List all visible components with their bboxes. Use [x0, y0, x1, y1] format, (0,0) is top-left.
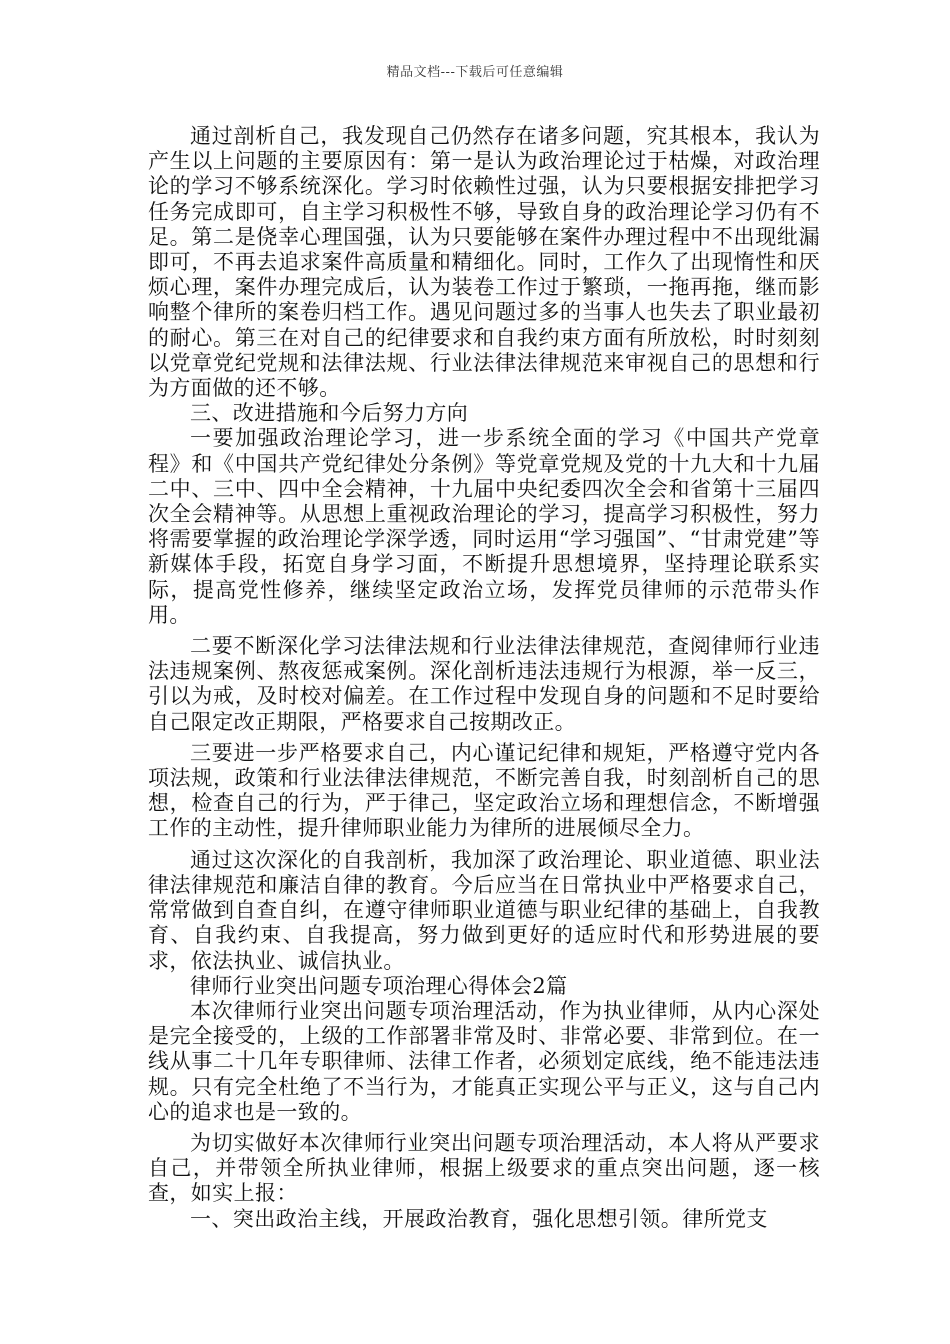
paragraph-intro: 本次律师行业突出问题专项治理活动，作为执业律师，从内心深处是完全接受的，上级的工作部署非常及时、非常必要、非常到位。在一线从事二十几年专职律师、法律工作者，必须划定底线，绝不能违法违规。只有完全杜绝了不当行为，才能真正实现公平与正义，这与自己内心的追求也是一致的。 — [148, 998, 820, 1124]
paragraph-point-one: 一、突出政治主线，开展政治教育，强化思想引领。律所党支 — [190, 1206, 768, 1231]
paragraph-commitment: 为切实做好本次律师行业突出问题专项治理活动，本人将从严要求自己，并带领全所执业律师，根据上级要求的重点突出问题，逐一核查，如实上报： — [148, 1130, 820, 1206]
paragraph-measure-two: 二要不断深化学习法律法规和行业法律法律规范，查阅律师行业违法违规案例、熬夜惩戒案例。深化剖析违法违规行为根源，举一反三，引以为戒，及时校对偏差。在工作过程中发现自身的问题和不足时要给自己限定改正期限，严格要求自己按期改正。 — [148, 634, 820, 734]
paragraph-measure-one: 一要加强政治理论学习，进一步系统全面的学习《中国共产党章程》和《中国共产党纪律处分条例》等党章党规及党的十九大和十九届二中、三中、四中全会精神，十九届中央纪委四次全会和省第十三届四次全会精神等。从思想上重视政治理论的学习，提高学习积极性，努力将需要掌握的政治理论学深学透，同时运用“学习强国”、“甘肃党建”等新媒体手段，拓宽自身学习面，不断提升思想境界，坚持理论联系实际，提高党性修养，继续坚定政治立场，发挥党员律师的示范带头作用。 — [148, 426, 820, 627]
article-title: 律师行业突出问题专项治理心得体会2篇 — [190, 973, 568, 998]
paragraph-measure-three: 三要进一步严格要求自己，内心谨记纪律和规矩，严格遵守党内各项法规，政策和行业法律法律规范，不断完善自我，时刻剖析自己的思想，检查自己的行为，严于律己，坚定政治立场和理想信念，不断增强工作的主动性，提升律师职业能力为律所的进展倾尽全力。 — [148, 740, 820, 841]
paragraph-self-analysis: 通过剖析自己，我发现自己仍然存在诸多问题，究其根本，我认为产生以上问题的主要原因有：第一是认为政治理论过于枯燥，对政治理论的学习不够系统深化。学习时依赖性过强，认为只要根据安排把学习任务完成即可，自主学习积极性不够，导致自身的政治理论学习仍有不足。第二是侥幸心理国强，认为只要能够在案件办理过程中不出现纰漏即可，不再去追求案件高质量和精细化。同时，工作久了出现惰性和厌烦心理，案件办理完成后，认为装卷工作过于繁琐，一拖再拖，继而影响整个律所的案卷归档工作。遇见问题过多的当事人也失去了职业最初的耐心。第三在对自己的纪律要求和自我约束方面有所放松，时时刻刻以党章党纪党规和法律法规、行业法律法律规范来审视自己的思想和行为方面做的还不够。 — [148, 124, 820, 401]
paragraph-conclusion: 通过这次深化的自我剖析，我加深了政治理论、职业道德、职业法律法律规范和廉洁自律的教育。今后应当在日常执业中严格要求自己，常常做到自查自纠，在遵守律师职业道德与职业纪律的基础上，自我教育、自我约束、自我提高，努力做到更好的适应时代和形势进展的要求，依法执业、诚信执业。 — [148, 847, 820, 973]
document-body — [148, 124, 820, 1232]
page-header: 精品文档---下载后可任意编辑 — [386, 65, 564, 80]
section-heading-improvement: 三、改进措施和今后努力方向 — [190, 401, 469, 426]
